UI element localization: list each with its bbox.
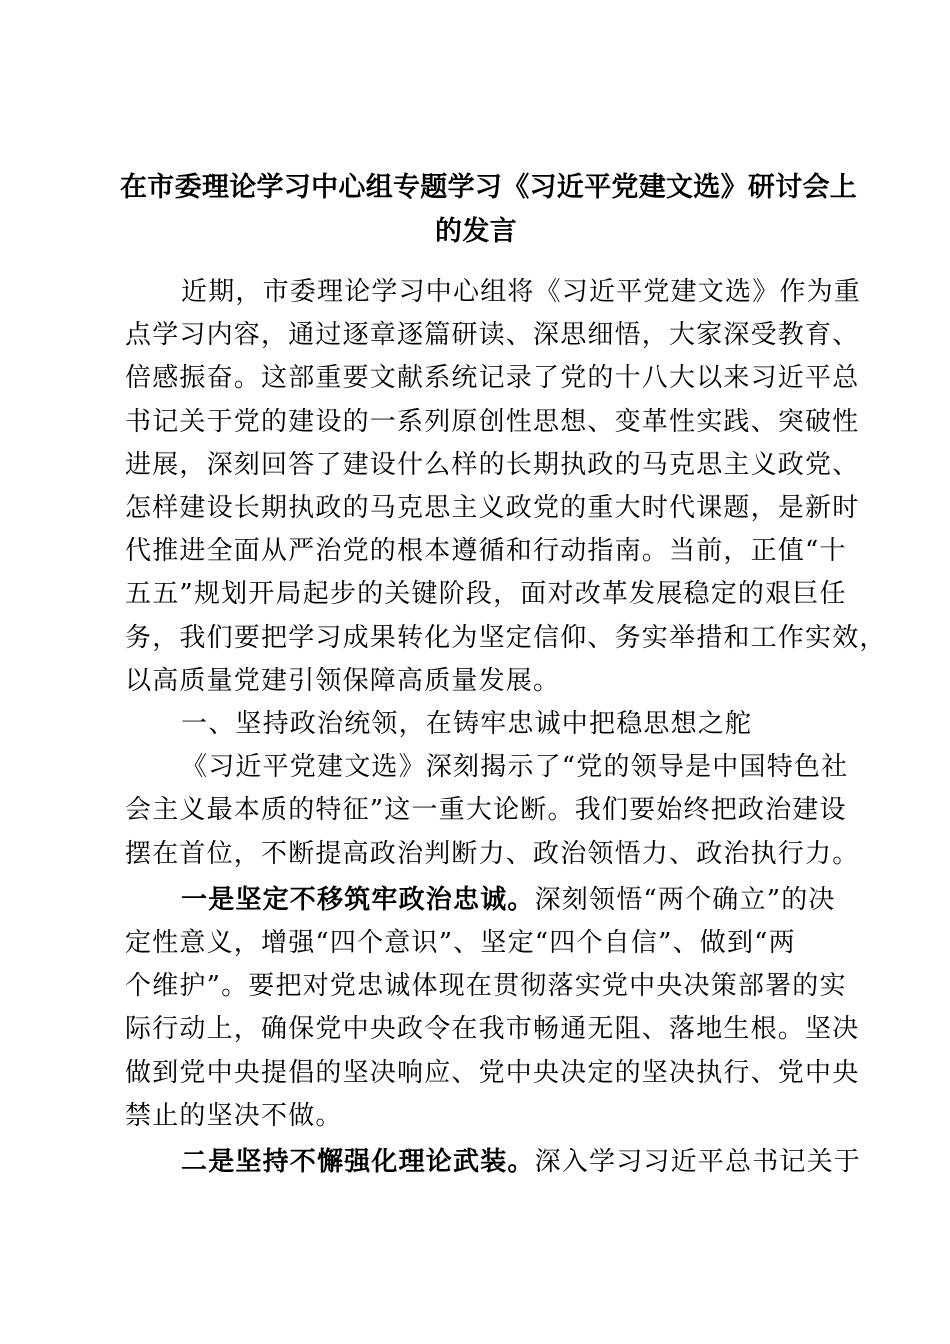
point-1-paragraph xyxy=(125,879,860,1138)
point-text: 深刻领悟“两个确立”的决 xyxy=(534,884,836,915)
document-title xyxy=(120,166,858,254)
title-line-2: 的发言 xyxy=(435,216,517,247)
intro-line: 书记关于党的建设的一系列原创性思想、变革性实践、突破性 xyxy=(125,406,860,437)
section-1-heading-paragraph xyxy=(125,703,837,746)
section-line: 《习近平党建文选》深刻揭示了“党的领导是中国特色社 xyxy=(181,752,849,783)
point-lead: 二是坚持不懈强化理论武装。 xyxy=(181,1147,535,1178)
intro-line: 近期，市委理论学习中心组将《习近平党建文选》作为重 xyxy=(181,277,862,307)
intro-line: 务，我们要把学习成果转化为坚定信仰、务实举措和工作实效， xyxy=(125,622,887,653)
point-line: 定性意义，增强“四个意识”、坚定“四个自信”、做到“两 xyxy=(125,928,796,959)
section-line: 会主义最本质的特征”这一重大论断。我们要始终把政治建设 xyxy=(125,795,847,826)
point-first-line xyxy=(125,1141,862,1184)
point-lead: 一是坚定不移筑牢政治忠诚。 xyxy=(181,884,535,915)
intro-line: 代推进全面从严治党的根本遵循和行动指南。当前，正值“十 xyxy=(125,536,847,567)
intro-line: 进展，深刻回答了建设什么样的长期执政的马克思主义政党、 xyxy=(125,449,860,480)
point-line: 际行动上，确保党中央政令在我市畅通无阻、落地生根。坚决 xyxy=(125,1014,860,1045)
section-heading: 一、坚持政治统领，在铸牢忠诚中把稳思想之舵 xyxy=(181,709,753,740)
intro-line: 点学习内容，通过逐章逐篇研读、深思细悟，大家深受教育、 xyxy=(125,320,860,351)
intro-line: 倍感振奋。这部重要文献系统记录了党的十八大以来习近平总 xyxy=(125,363,860,394)
point-2-paragraph xyxy=(125,1141,862,1184)
document-body xyxy=(125,271,887,1184)
point-line: 禁止的坚决不做。 xyxy=(125,1100,343,1131)
point-line: 个维护”。要把对党忠诚体现在贯彻落实党中央决策部署的实 xyxy=(125,971,847,1002)
point-first-line xyxy=(125,879,837,922)
section-1-paragraph xyxy=(125,746,860,876)
intro-paragraph xyxy=(125,271,887,703)
section-line: 摆在首位，不断提高政治判断力、政治领悟力、政治执行力。 xyxy=(125,838,860,869)
intro-line: 以高质量党建引领保障高质量发展。 xyxy=(125,665,561,696)
intro-line: 怎样建设长期执政的马克思主义政党的重大时代课题，是新时 xyxy=(125,493,860,524)
intro-line: 五五”规划开局起步的关键阶段，面对改革发展稳定的艰巨任 xyxy=(125,579,847,610)
point-line: 做到党中央提倡的坚决响应、党中央决定的坚决执行、党中央 xyxy=(125,1057,860,1088)
point-text: 深入学习习近平总书记关于 xyxy=(534,1147,862,1178)
title-line-1: 在市委理论学习中心组专题学习《习近平党建文选》研讨会上 xyxy=(120,172,858,203)
